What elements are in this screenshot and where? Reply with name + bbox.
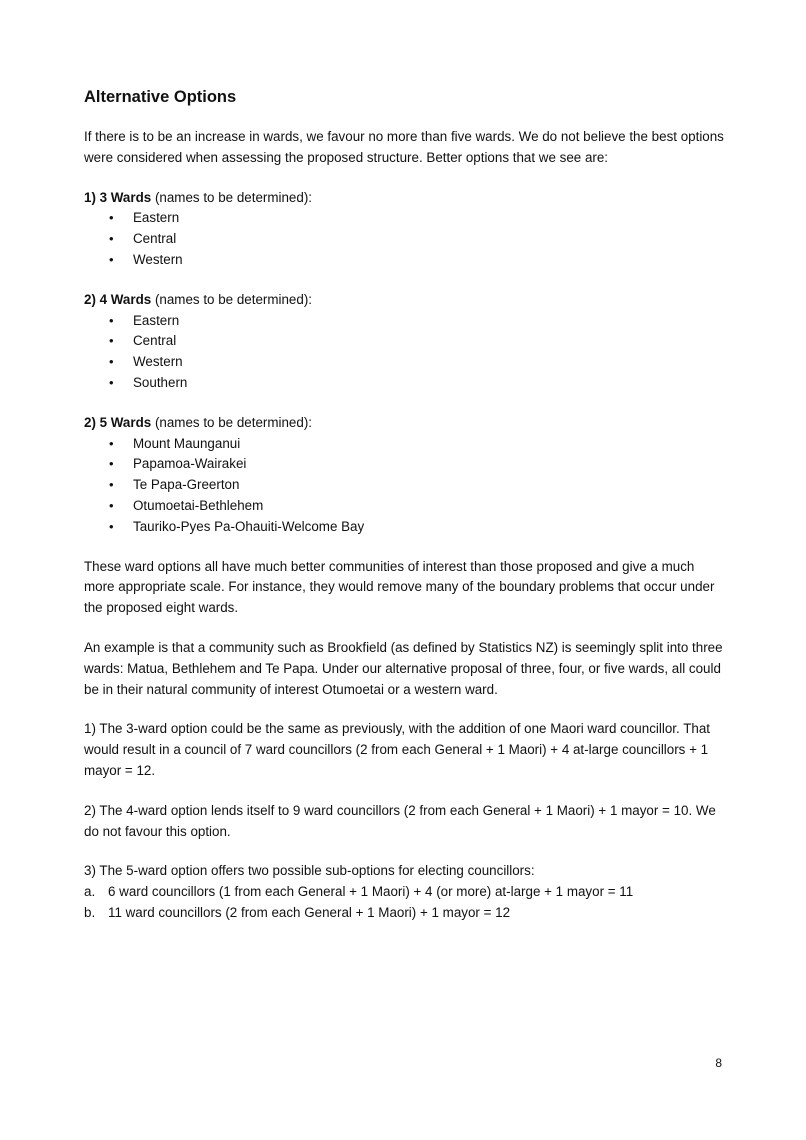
bullet-icon: • (109, 435, 114, 451)
option-heading (84, 188, 724, 209)
list-item (84, 229, 724, 250)
list-item (84, 903, 724, 924)
ward-list (84, 208, 724, 270)
list-item (84, 352, 724, 373)
page-number: 8 (715, 1056, 722, 1070)
bullet-icon: • (109, 312, 114, 328)
list-item (84, 496, 724, 517)
option-heading (84, 413, 724, 434)
option-subtitle: (names to be determined): (151, 414, 313, 430)
bullet-icon: • (109, 354, 114, 370)
page-content (84, 86, 724, 924)
body-paragraph: 1) The 3-ward option could be the same as previously, with the addition of one Maori ward councillor. That would result in a council of 7 ward councillors (2 from each General + 1 Maori) + 4 at-large councillors + 1 mayor = 12. (84, 721, 710, 778)
body-paragraph: These ward options all have much better communities of interest than those proposed and give a much more appropriate scale. For instance, they would remove many of the boundary problems that occur under the proposed eight wards. (84, 558, 715, 616)
body-paragraph: 2) The 4-ward option lends itself to 9 ward councillors (2 from each General + 1 Maori) + 1 mayor = 10. We do not favour this option. (84, 802, 716, 839)
list-item (84, 434, 724, 455)
list-item (84, 373, 724, 394)
ward-name: Te Papa-Greerton (133, 477, 240, 493)
ward-name: Eastern (133, 210, 180, 226)
sub-options-intro: 3) The 5-ward option offers two possible sub-options for electing councillors: (84, 863, 535, 879)
ward-list (84, 311, 724, 394)
list-item (84, 454, 724, 475)
list-marker: b. (84, 904, 96, 920)
ward-name: Southern (133, 374, 188, 390)
list-item (84, 517, 724, 538)
section-heading: Alternative Options (84, 88, 237, 106)
sub-option-list (84, 882, 724, 924)
sub-option-text: 6 ward councillors (1 from each General + 1 Maori) + 4 (or more) at-large + 1 mayor = 11 (108, 884, 634, 900)
list-item (84, 311, 724, 332)
bullet-icon: • (109, 210, 114, 226)
sub-option-text: 11 ward councillors (2 from each General + 1 Maori) + 1 mayor = 12 (108, 904, 511, 920)
option-title: 2) 5 Wards (84, 414, 152, 430)
body-paragraph: An example is that a community such as Brookfield (as defined by Statistics NZ) is seemingly split into three wards: Matua, Bethlehem and Te Papa. Under our alternative proposal of three, four, or five wards, all could be in their natural community of interest Otumoetai or a western ward. (84, 639, 723, 697)
ward-name: Otumoetai-Bethlehem (133, 497, 264, 513)
list-item (84, 331, 724, 352)
list-marker: a. (84, 884, 96, 900)
ward-name: Western (133, 354, 183, 370)
option-subtitle: (names to be determined): (151, 291, 313, 307)
bullet-icon: • (109, 456, 114, 472)
ward-name: Papamoa-Wairakei (133, 456, 247, 472)
bullet-icon: • (109, 374, 114, 390)
ward-list (84, 434, 724, 538)
option-subtitle: (names to be determined): (151, 189, 313, 205)
bullet-icon: • (109, 251, 114, 267)
ward-name: Western (133, 251, 183, 267)
list-item (84, 475, 724, 496)
ward-name: Central (133, 231, 177, 247)
bullet-icon: • (109, 477, 114, 493)
ward-name: Tauriko-Pyes Pa-Ohauiti-Welcome Bay (133, 518, 365, 534)
intro-paragraph: If there is to be an increase in wards, we favour no more than five wards. We do not believe the best options were considered when assessing the proposed structure. Better options that we see are: (84, 129, 724, 165)
option-title: 2) 4 Wards (84, 291, 152, 307)
ward-name: Mount Maunganui (133, 435, 241, 451)
list-item (84, 208, 724, 229)
bullet-icon: • (109, 518, 114, 534)
option-title: 1) 3 Wards (84, 189, 152, 205)
list-item (84, 882, 724, 903)
bullet-icon: • (109, 231, 114, 247)
bullet-icon: • (109, 333, 114, 349)
ward-name: Eastern (133, 312, 180, 328)
ward-name: Central (133, 333, 177, 349)
list-item (84, 250, 724, 271)
option-heading (84, 290, 724, 311)
bullet-icon: • (109, 497, 114, 513)
